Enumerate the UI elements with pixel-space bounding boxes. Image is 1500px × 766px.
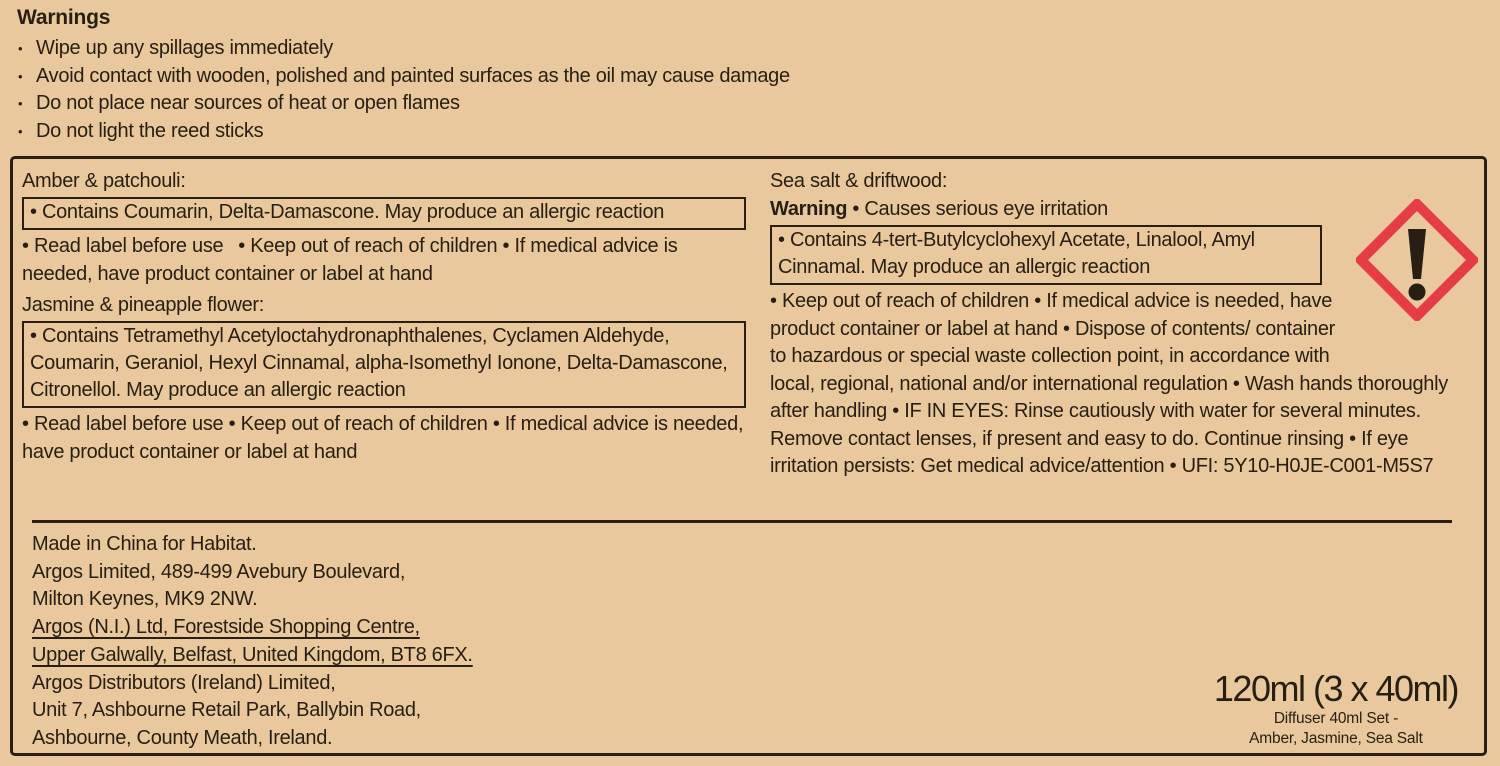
signal-word: Warning <box>770 198 848 220</box>
right-column <box>770 167 1468 514</box>
volume-statement <box>1214 669 1458 749</box>
warnings-list <box>17 35 1480 145</box>
address-line-underlined: Upper Galwally, Belfast, United Kingdom, BT8 6FX. <box>32 643 473 666</box>
address-line: Milton Keynes, MK9 2NW. <box>32 588 258 611</box>
warning-item-text: Do not light the reed sticks <box>36 119 264 142</box>
safety-advice-amber: • Read label before use • Keep out of reach of children • If medical advice is needed, have product container or label at hand <box>22 235 678 285</box>
fragrance-name-seasalt: Sea salt & driftwood: <box>770 170 948 192</box>
allergen-statement-amber: • Contains Coumarin, Delta-Damascone. May produce an allergic reaction <box>22 197 746 230</box>
bullet-icon: • <box>18 123 23 139</box>
total-volume: 120ml (3 x 40ml) <box>1213 668 1458 709</box>
allergen-statement-seasalt: • Contains 4-tert-Butylcyclohexyl Acetate, Linalool, Amyl Cinnamal. May produce an allergic reaction <box>770 225 1322 285</box>
address-line: Argos Limited, 489-499 Avebury Boulevard, <box>32 560 406 583</box>
regulatory-info-box <box>10 156 1487 756</box>
left-column <box>22 167 746 514</box>
set-description-line1: Diffuser 40ml Set - <box>1273 710 1399 727</box>
address-line: Ashbourne, County Meath, Ireland. <box>32 726 333 749</box>
warning-item <box>17 90 1480 118</box>
bullet-icon: • <box>18 68 23 84</box>
bullet-icon: • <box>18 96 23 111</box>
fragrance-columns <box>22 167 1468 514</box>
set-description-line2: Amber, Jasmine, Sea Salt <box>1249 730 1423 747</box>
safety-advice-jasmine: • Read label before use • Keep out of reach of children • If medical advice is needed, have product container or label at hand <box>22 413 744 463</box>
warnings-title: Warnings <box>17 6 111 29</box>
general-warnings-section <box>17 5 1480 145</box>
ghs07-exclamation-icon <box>1356 199 1478 321</box>
warning-item-text: Do not place near sources of heat or open flames <box>36 92 460 114</box>
fragrance-name-amber: Amber & patchouli: <box>22 170 186 192</box>
address-line: Unit 7, Ashbourne Retail Park, Ballybin Road, <box>32 699 421 722</box>
hazard-statement: • Causes serious eye irritation <box>847 198 1109 220</box>
warning-item-text: Wipe up any spillages immediately <box>36 37 333 59</box>
safety-advice-seasalt: • Keep out of reach of children • If medical advice is needed, have product container or label at hand • Dispose of contents/ container to hazardous or special waste collection point, in accordance with local, regional, national and/or international regulation • Wash hands thoroughly after handling • IF IN EYES: Rinse cautiously with water for several minutes. Remove contact lenses, if present and easy to do. Continue rinsing • If eye irritation persists: Get medical advice/attention • UFI: 5Y10-H0JE-C001-M5S7 <box>770 290 1448 477</box>
warning-item-text: Avoid contact with wooden, polished and painted surfaces as the oil may cause damage <box>36 64 790 87</box>
bullet-icon: • <box>18 41 23 56</box>
address-line: Argos Distributors (Ireland) Limited, <box>32 671 336 694</box>
allergen-statement-jasmine: • Contains Tetramethyl Acetyloctahydronaphthalenes, Cyclamen Aldehyde, Coumarin, Geraniol, Hexyl Cinnamal, alpha-Isomethyl Ionone, Delta-Damascone, Citronellol. May produce an allergic reaction <box>22 321 746 408</box>
fragrance-name-jasmine: Jasmine & pineapple flower: <box>22 294 265 316</box>
warning-item <box>17 118 1480 146</box>
warning-item <box>17 63 1480 91</box>
address-line: Made in China for Habitat. <box>32 533 257 555</box>
address-line-underlined: Argos (N.I.) Ltd, Forestside Shopping Centre, <box>32 616 420 639</box>
manufacturer-and-volume-row <box>22 523 1468 761</box>
warning-item <box>17 35 1480 63</box>
